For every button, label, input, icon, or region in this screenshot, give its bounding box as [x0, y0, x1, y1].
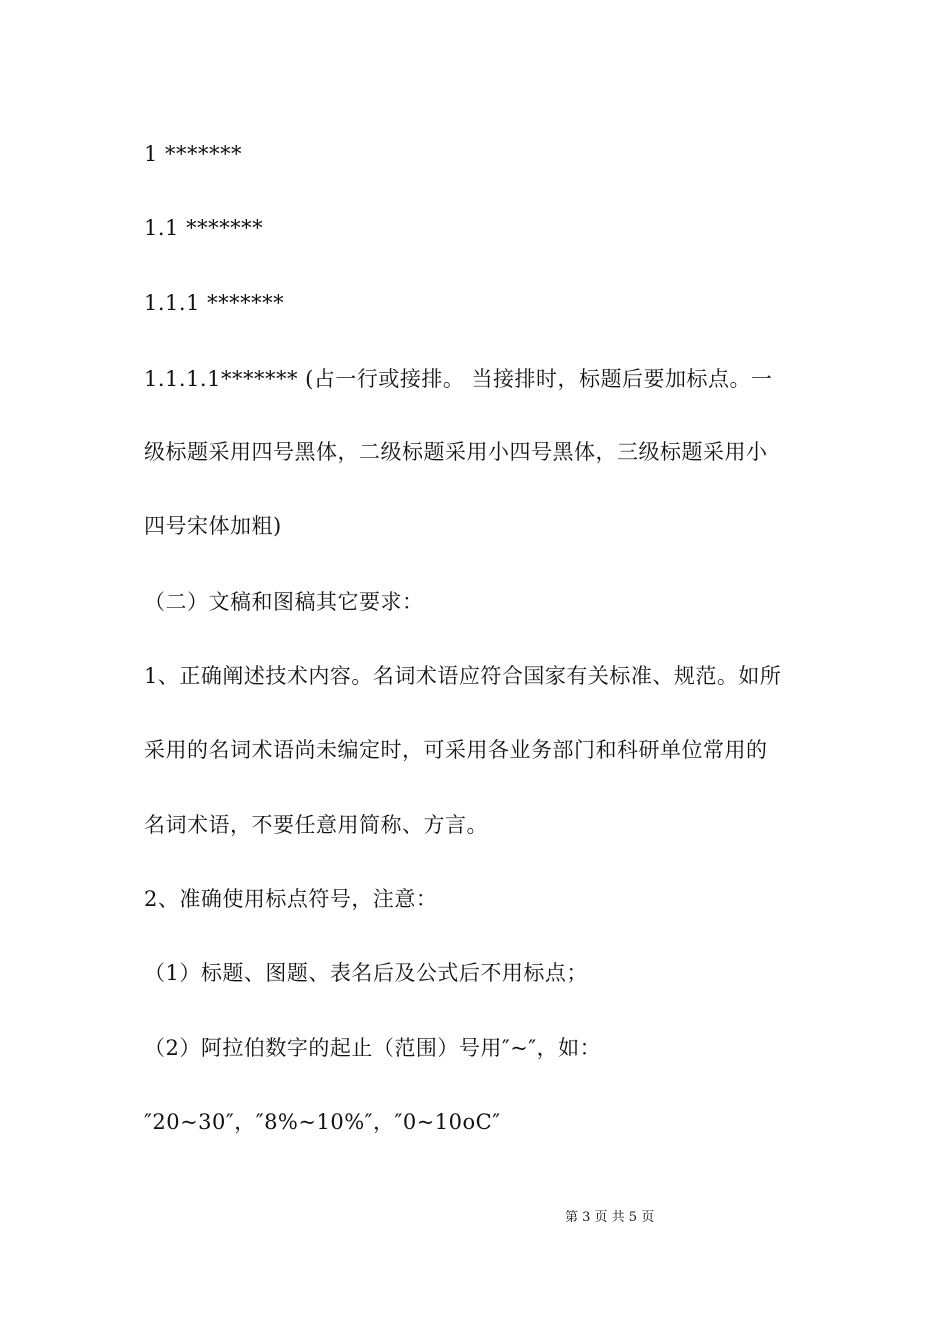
- body-line: 四号宋体加粗): [144, 514, 282, 538]
- body-line: 采用的名词术语尚未编定时，可采用各业务部门和科研单位常用的: [144, 738, 768, 762]
- body-line: 级标题采用四号黑体，二级标题采用小四号黑体，三级标题采用小: [144, 440, 768, 464]
- body-line: 1.1.1.1******* (占一行或接排。 当接排时，标题后要加标点。一: [144, 367, 773, 391]
- heading-level-2: 1.1 *******: [144, 216, 264, 240]
- body-line: 1、正确阐述技术内容。名词术语应符合国家有关标准、规范。如所: [144, 664, 782, 688]
- body-line: 名词术语，不要任意用简称、方言。: [144, 813, 488, 837]
- section-heading: （二）文稿和图稿其它要求：: [144, 590, 424, 614]
- list-item: （2）阿拉伯数字的起止（范围）号用″~″，如：: [144, 1036, 602, 1060]
- heading-level-3: 1.1.1 *******: [144, 291, 285, 315]
- page-number: 第 3 页 共 5 页: [565, 1210, 655, 1225]
- list-item: （1）标题、图题、表名后及公式后不用标点；: [144, 961, 588, 985]
- heading-level-1: 1 *******: [144, 142, 243, 166]
- body-line: ″20~30″，″8%~10%″，″0~10oC″: [144, 1110, 501, 1134]
- body-line: 2、准确使用标点符号，注意：: [144, 887, 438, 911]
